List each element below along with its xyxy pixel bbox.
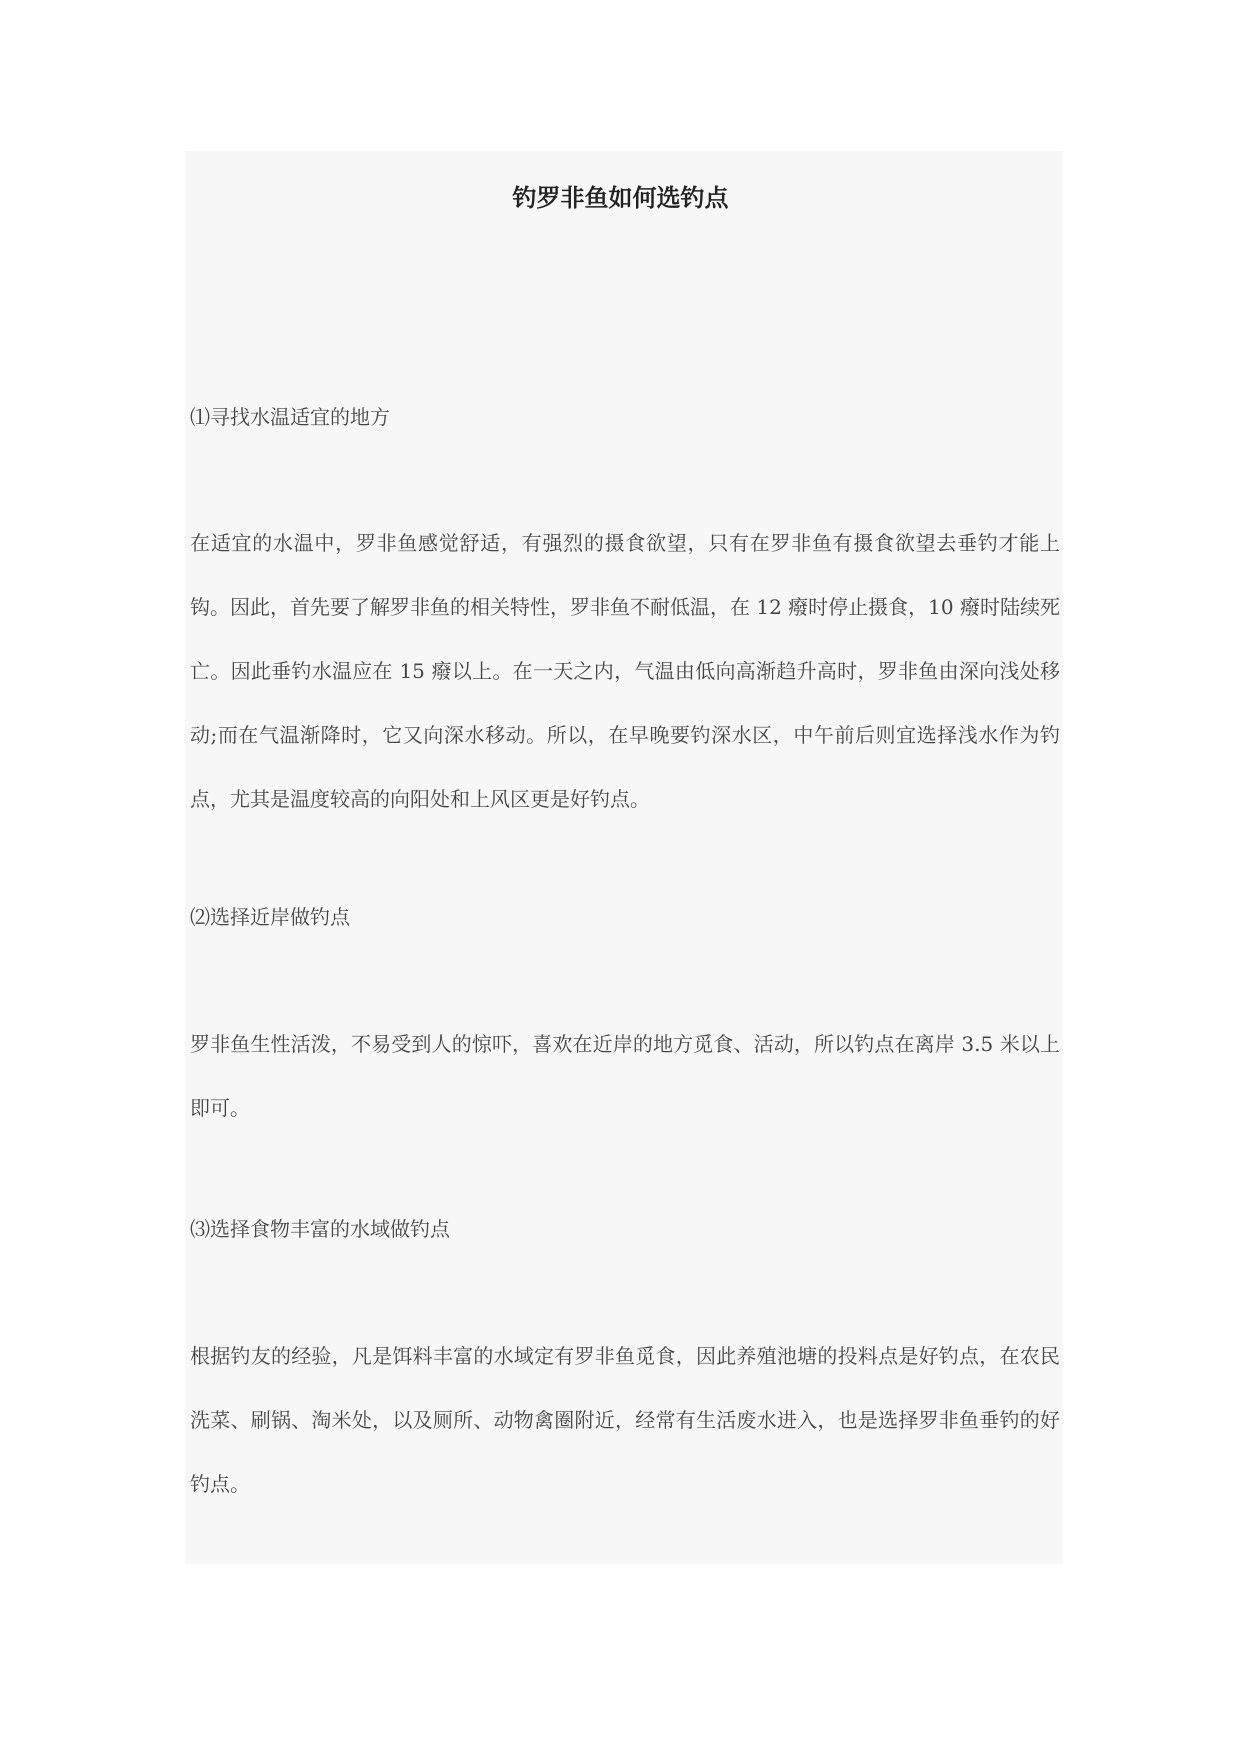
section-1-heading: ⑴寻找水温适宜的地方	[190, 405, 390, 429]
section-3-heading: ⑶选择食物丰富的水域做钓点	[190, 1217, 450, 1241]
section-3-paragraph: 根据钓友的经验，凡是饵料丰富的水域定有罗非鱼觅食，因此养殖池塘的投料点是好钓点，在农民洗菜、刷锅、淘米处，以及厕所、动物禽圈附近，经常有生活废水进入，也是选择罗非鱼垂钓的好钓点。	[190, 1344, 1060, 1496]
document-title: 钓罗非鱼如何选钓点	[512, 184, 729, 212]
section-2-paragraph: 罗非鱼生性活泼，不易受到人的惊吓，喜欢在近岸的地方觅食、活动，所以钓点在离岸 3.5 米以上即可。	[190, 1032, 1060, 1120]
section-1-paragraph: 在适宜的水温中，罗非鱼感觉舒适，有强烈的摄食欲望，只有在罗非鱼有摄食欲望去垂钓才能上钩。因此，首先要了解罗非鱼的相关特性，罗非鱼不耐低温，在 12 癈时停止摄食，10 癈时陆续死亡。因此垂钓水温应在 15 癈以上。在一天之内，气温由低向高渐趋升高时，罗非鱼由深向浅处移动;而在气温渐降时，它又向深水移动。所以，在早晚要钓深水区，中午前后则宜选择浅水作为钓点，尤其是温度较高的向阳处和上风区更是好钓点。	[190, 531, 1060, 811]
section-2-heading: ⑵选择近岸做钓点	[190, 905, 350, 929]
